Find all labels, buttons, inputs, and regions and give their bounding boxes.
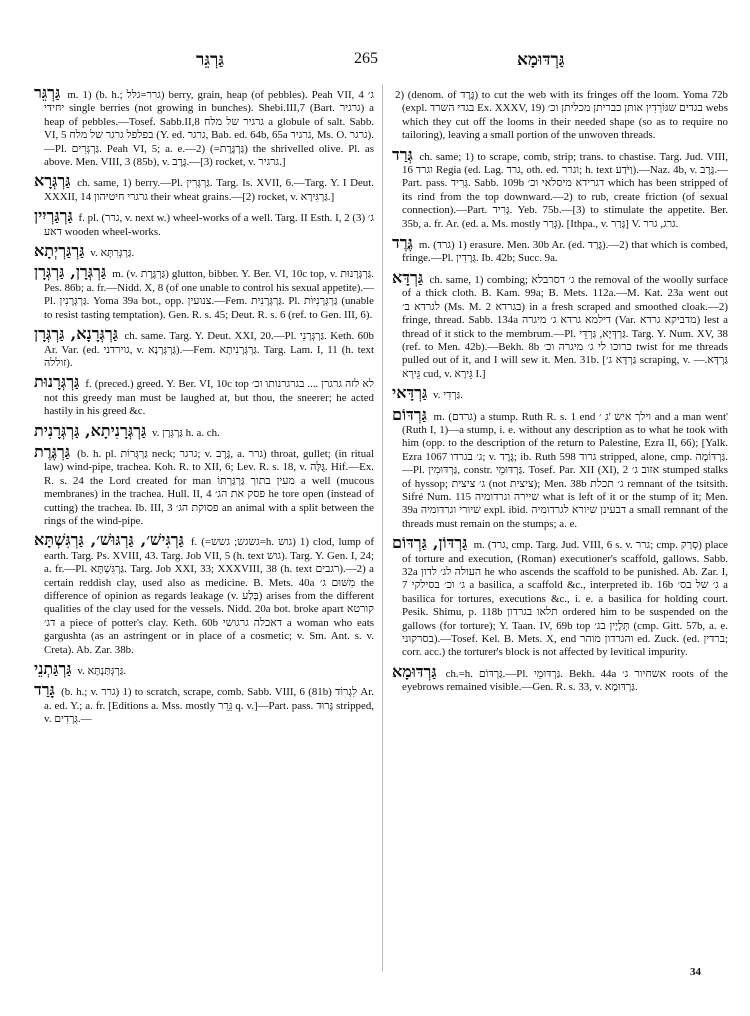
- entry-headword: גַּרְגְּרָא: [34, 171, 71, 191]
- entry-definition: (b. h. pl. גַּרְגְּרוֹת neck; גרגר; v. גֶּרֶב, a. גרר) throat, gullet; (in ritual law) wind-pipe, trachea. Koh. R. to XII, 6; Lev. R. s. 18, v. גֻּלָּה. Hif.—Ex. R. s. 24 the Lord created for man מעין בתוך גַּרְגַּרְתּוֹ a well (mucous membranes) in the trachea. Hull. II, 4 פסק את הג׳ he tore open (instead of cutting) the trachea. Ib. III, 3 פסוקת הג׳ an animal with a split between the rings of the wind-pipe.: [44, 447, 375, 527]
- entry-headword: גַּרְגִּישׁ׳, גַּרְגּוּשׁ׳, גַּרְגִּשְׁתָּא: [34, 530, 184, 550]
- header-headword-left: גַּרְגֵּר: [196, 50, 224, 70]
- dictionary-entry: [34, 420, 374, 440]
- entry-headword: גָּרַד: [34, 680, 55, 700]
- dictionary-entry: [34, 659, 374, 679]
- entry-definition: m. (גרד, cmp. Targ. Jud. VIII, 6 s. v. גרר; cmp. סְרַק) place of torture and execution, (Roman) executioner's scaffold, gallows. Sabb. 32a העולה לג׳ לדון he who ascends the scaffold to be punished. Ab. Zar. I, 7 ג׳ וכ׳ בסילקי a basilica, a scaffold &c., interpreted ib. 16b ג׳ של בס׳ a basilica for tortures, executions &c., i. e. a basilica for holding court. Pesik. Shimu, p. 118b תלאו בגרדון ordered him to be suspended on the gallows (for torture); Y. Taan. IV, 69b top תְּלָיָין בג׳ (cmp. Gitt. 57b, a. e. בסרקוני).—Tosef. Kel. B. Mets. X, end והגרדון מוהר ed. Zuck. (ed. ברדין; corr. acc.) the torturer's block is not affected by levitical impurity.: [402, 539, 729, 659]
- entry-definition: v. גַּרְדִי.: [433, 389, 464, 402]
- page-number: 265: [354, 50, 378, 67]
- entry-definition: f. (preced.) greed. Y. Ber. VI, 10c top לא לזה גרגרן .... בגרגרנותו וכ׳ not this greedy man must be laughed at, but thou, the sneerer; he acted hastily in his greed &c.: [44, 378, 374, 418]
- dictionary-entry: [34, 530, 375, 657]
- column-divider: [382, 84, 383, 972]
- dictionary-entry: [34, 441, 375, 528]
- entry-headword: גַּרְדָּאי: [392, 383, 428, 403]
- dictionary-entry: [392, 86, 728, 143]
- header-headword-right: גַּרְדּוּמָא: [517, 50, 565, 70]
- dictionary-entry: [392, 404, 728, 532]
- dictionary-entry: [34, 83, 375, 169]
- entry-definition: v. גַּרְגְּרָן h. a. ch.: [152, 426, 220, 439]
- dictionary-entry: [34, 241, 374, 261]
- right-column: [392, 86, 728, 700]
- entry-headword: גַּרְגְּרָן, גַּרְגְּרָן: [34, 262, 107, 282]
- dictionary-entry: [392, 533, 729, 660]
- entry-headword: גַּרְגֵּר: [34, 83, 61, 102]
- left-column: [34, 83, 375, 732]
- dictionary-entry: [34, 372, 374, 418]
- running-header: [0, 50, 750, 74]
- entry-headword: גַּרְדָּא: [392, 267, 424, 287]
- dictionary-entry: [34, 680, 374, 726]
- dictionary-entry: [392, 233, 728, 266]
- entry-headword: גַּרְגַּרְיִין: [34, 206, 73, 226]
- entry-definition: v. גַּרְגְּרִתָּא.: [90, 247, 135, 260]
- dictionary-entry: [392, 383, 728, 403]
- entry-headword: גַּרְדּוּמָא: [392, 661, 437, 681]
- entry-definition: m. (v. גַּרְגֶּרֶת) glutton, bibber. Y. Ber. VI, 10c top, v. גַּרְגְּרָנוּת. Pes. 86b; a. fr.—Nidd. X, 8 (of one unable to control his sexual appetite).—Pl. גַּרְגְּרָנִין. Yoma 39a bot., opp. צנועין.—Fem. גַּרְגְּרָנִית. Pl. גַּרְגְּרָנִיּוֹת (unable to resist tasting temptation). Gen. R. s. 45; Deut. R. s. 6 (ref. to Gen. III, 6).: [44, 268, 374, 321]
- entry-headword: גַּרְגְּרָנִיתָא, גַּרְגְּרָנִית: [34, 420, 147, 440]
- entry-headword: גַּרְגְּרָנָא, גַּרְגְּרָן: [34, 324, 118, 344]
- entry-definition: ch. same, 1) combing; ג׳ דסרבלא the removal of the woolly surface of a thick cloth. B. Kam. 99a; B. Mets. 112a.—M. Kat. 23a went out לגרדא ב׳ (Ms. M. 2 בגרדא) in a fresh scraped and smoothed cloak.—2) fringe, thread. Sabb. 134a דילמא גרדא ג׳ מיגרה (Var. מדביקא גרדא) lest a thread of it stick to the membrum.—Pl. גַּרְדְּיָא, גַּרְדֵּי. Targ. Y. Num. XV, 38 (ref. to Men. 42b).—Bekh. 8b כרוכו לי ג׳ מיגרה וכ׳ twist for me threads pulled out of it, and I will sew it. Men. 31b. [גַּרְדָּא ג׳ scraping, v. גַּרְדָּא.—גֵּירָא cud, v. גֵּירָא I.]: [402, 273, 729, 380]
- entry-headword: גַּרְדּוֹן, גַּרְדּוֹם: [392, 533, 468, 553]
- entry-definition: (b. h.; v. גרר) 1) to scratch, scrape, comb. Sabb. VIII, 6 (81b) לִגְרוֹד Ar. a. ed. Y.; a. fr. [Editions a. Mss. mostly גֵּרֵר q. v.]—Part. pass. גָּרוּד stripped, v. גְּרָדִים.—: [44, 686, 374, 726]
- entry-headword: גַּרְדּוֹם: [392, 404, 427, 424]
- entry-definition: m. (גרד) 1) erasure. Men. 30b Ar. (ed. גֶּרַד).—2) that which is combed, fringe.—Pl. גְּרָדִין. Ib. 42b; Succ. 9a.: [402, 239, 728, 265]
- dictionary-entry: [392, 267, 729, 381]
- entry-definition: m. (גרדם) a stump. Ruth R. s. 1 end וילך איש 'ג ׳ and a man went' (Ruth I, 1)—a stump, i. e. without any description as to what he took with him (opp. to the description of the return to Palestine, Ezra II, 66); [Yalk. Ezra 1067 ג׳ בגרדו; v. גֶּרֶד; ib. Ruth 598 גרוד stripped, alone, cmp. גַּרְדּוֹמָה.—Pl. גַּרְדּוּמִין, constr. גַּרְדּוּמֵי. Tosef. Par. XII (XI), 2 אזוב ג׳ stumped stalks of hyssop; ג׳ ציצית (not ציצית); Men. 38b ג׳ תכלת remnant of the tsitsith. Sifré Num. 115 שיירה וגרדומיה what is left of it or the stump of it; Men. 39a שיורי וגרדומיה expl. ibid. דבעינן שיורא לגרדומיה a small remnant of the threads must remain on the stumps; a. e.: [402, 410, 728, 530]
- entry-headword: גַּרְגֶּרֶת: [34, 441, 71, 461]
- entry-headword: גַּרְגַּתְנֵי: [34, 659, 72, 679]
- entry-definition: v. גַּרְגְּתַּנְתָּא.: [77, 665, 127, 678]
- dictionary-entry: [34, 324, 374, 370]
- dictionary-entry: [34, 262, 374, 322]
- dictionary-entry: [392, 144, 728, 231]
- dictionary-entry: [34, 171, 374, 204]
- dictionary-entry: [392, 661, 728, 695]
- entry-headword: גַּרְגַּרְיְתָא: [34, 241, 85, 261]
- entry-definition: ch. same. Targ. Y. Deut. XXI, 20.—Pl. גַּרְגְּרָנֵי. Keth. 60b Ar. Var. (ed. גוירדני, v. גַּרְגְּרָנָא).—Fem. גַּרְגְּרָנִיתָא. Targ. Lam. I, 11 (h. text זוללה).: [44, 330, 374, 369]
- entry-definition: f. (=גשגש; גשש=h. גוש) 1) clod, lump of earth. Targ. Ps. XVIII, 43. Targ. Job VII, 5 (h. text גוש). Targ. Y. Gen. I, 24; a. fr.—Pl. גַּרְגִּשְׁתָּא. Targ. Job XXI, 33; XXXVIII, 38 (h. text רגבים).—2) a certain reddish clay, used also as medicine. B. Mets. 40a מִשּׁוּם ג׳ the difference of opinion as regards leakage (v. בְּלַע) arises from the different qualities of the clay used for the vessels. Nidd. 20a bot. broke apart קורטא דג׳ a piece of potter's clay. Keth. 60b דאכלה גרגושי a woman who eats gargushta (as an astringent or in place of a cosmetic; v. Sm. Ant. s. v. Creta). Ab. Zar. 38b.: [44, 536, 375, 656]
- entry-definition: f. pl. (גרר, v. next w.) wheel-works of a well. Targ. II Esth. I, 2 (3) ג׳ דאע wooden wheel-works.: [44, 212, 374, 238]
- entry-definition: ch. same; 1) to scrape, comb, strip; trans. to chastise. Targ. Jud. VIII, 16 וגרד Regia (ed. Lag. גרד, oth. ed. וגרר; h. text וַיֹּדַע).—Naz. 4b, v. גֶּרֶב.—Part. pass. גְּרִיד. Sabb. 109b דגרידא מיסלאי וכ׳ which has been stripped of its rind from the top downward.—2) to rub, create friction (of sexual connection).—Part. גָּרִיד. Yeb. 75b.—[3) to stimulate the appetite. Ber. 35b, a. fr. Ar. (ed. a. Ms. mostly גְּרַר). [Ithpa., v. גָּרַר] V. גרג, גרר.: [402, 150, 728, 230]
- entry-definition: 2) (denom. of גֶּרֶד) to cut the web with its fringes off the loom. Yoma 72b (expl. בגדי השרד Ex. XXXV, 19) בגדים שגּוֹרְדִין אותן כבריתן מכליתן וכ׳ webs which they cut off the looms in their needed shape (so as to require no tailoring), leaving a small portion of the unwoven threads.: [395, 89, 728, 142]
- signature-mark: 34: [690, 966, 701, 978]
- entry-headword: גְּרַד: [392, 144, 413, 164]
- entry-definition: ch. same, 1) berry.—Pl. גַּרְגְּרִין. Targ. Is. XVII, 6.—Targ. Y. I Deut. XXXII, 14 גרגרי חיטיהון their wheat grains.—[2) rocket, v. גַּרְגִּירָא.]: [44, 177, 374, 203]
- entry-definition: ch.=h. גַּרְדּוֹם.—Pl. גַּרְדּוּמֵי. Bekh. 44a אשחיור ג׳ roots of the eyebrows remained visible.—Gen. R. s. 33, v. גַּרְדּוּמָא.: [402, 667, 728, 694]
- entry-definition: m. 1) (b. h.; גרר=גלל) berry, grain, heap (of pebbles). Peah VII, 4 ג׳ יחידי single berries (not growing in bunches). Shebi.III,7 (Bart. גרגיר) a heap of pebbles.—Tosef. Sabb.II,8 גרגיר של מלח a globule of salt. Sabb. VI, 5 בפלפל גרגר של מלח (Y. ed. גרגר, Bab. ed. 64b, 65a גרגיר, Ms. O. גרגר).—Pl. גַּרְגְּרִים. Peah VI, 5; a. e.—2) (=גַּרְגֶּרֶת) the shrivelled olive. Pl. as above. Men. VIII, 3 (85b), v. גֶּרֶב.—[3) rocket, v. גרגיר.]: [44, 89, 375, 169]
- entry-headword: גַּרְגְּרָנוּת: [34, 372, 80, 392]
- dictionary-entry: [34, 206, 374, 239]
- entry-headword: גֶּרֶד: [392, 233, 413, 253]
